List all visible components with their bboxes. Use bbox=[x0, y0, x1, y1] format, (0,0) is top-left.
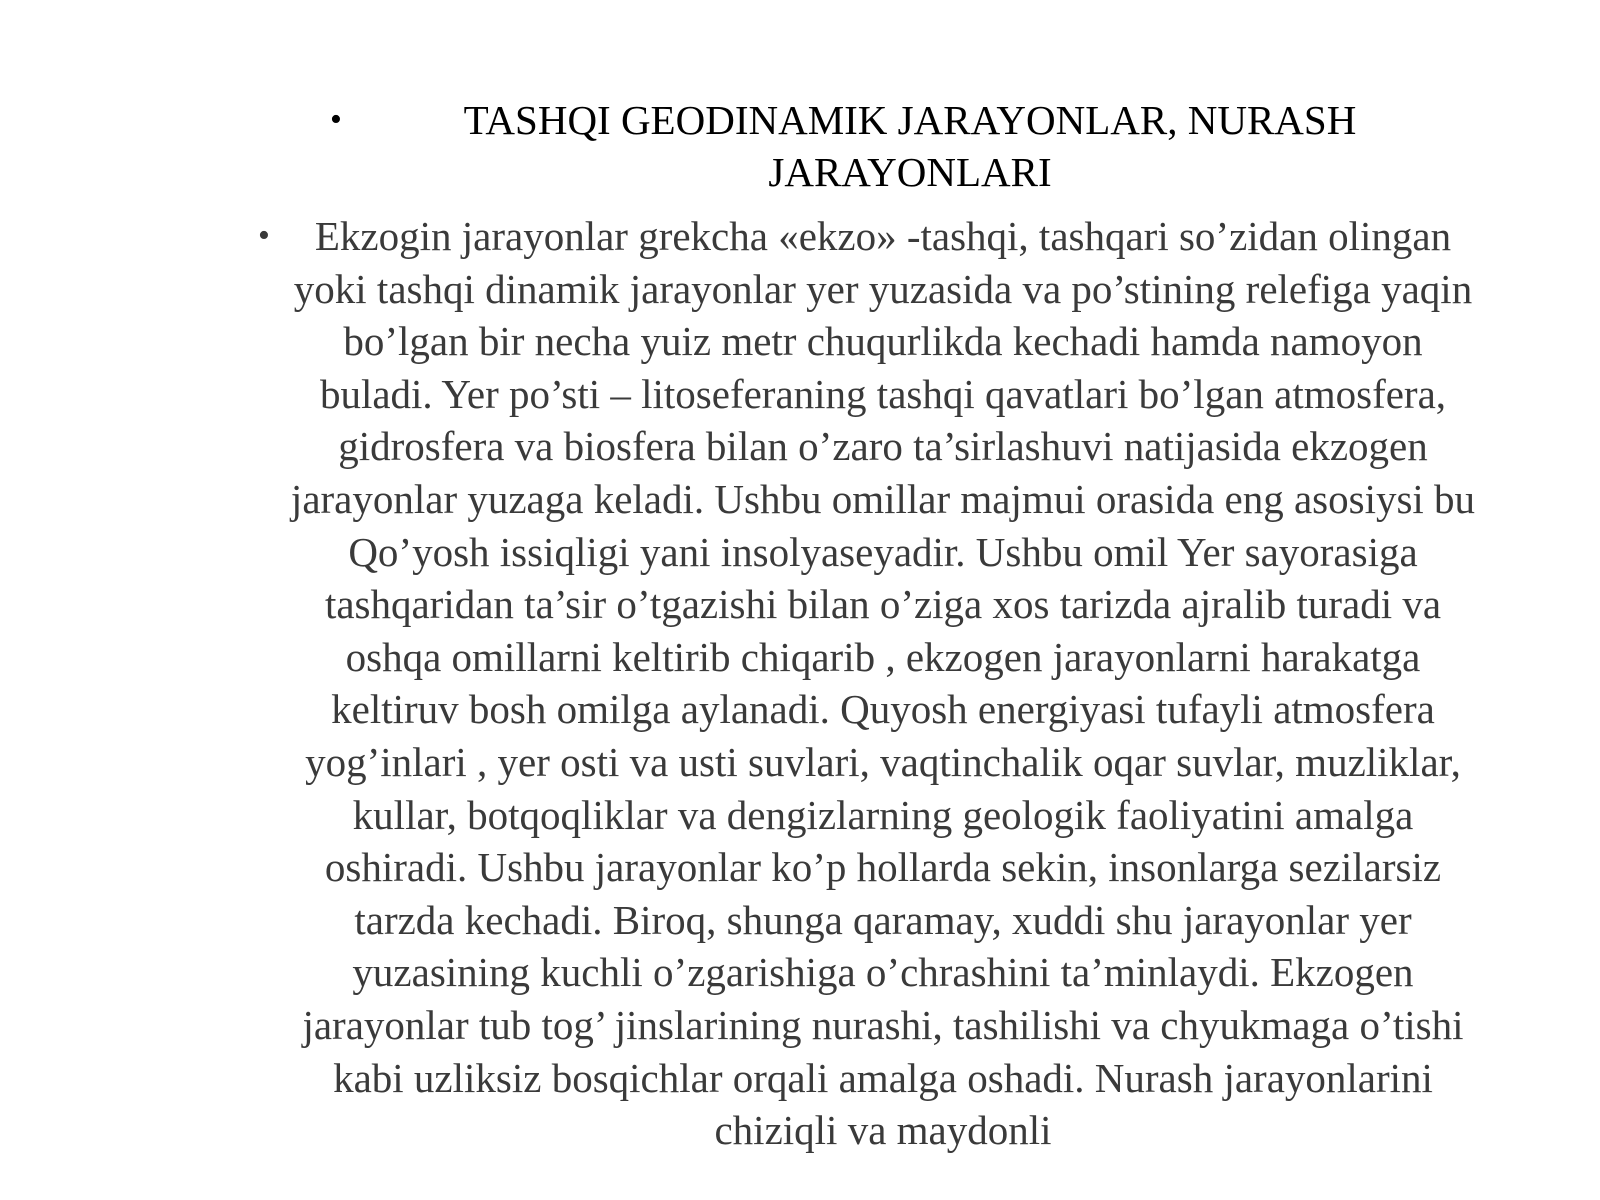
slide-body-text: Ekzogin jarayonlar grekcha «ekzo» -tashqi, tashqari so’zidan olingan yoki tashqi dinamik jarayonlar yer yuzasida va po’stining relefiga yaqin bo’lgan bir necha yuiz metr chuqurlikda kechadi hamda namoyon buladi. Yer po’sti – litoseferaning tashqi qavatlari bo’lgan atmosfera, gidrosfera va biosfera bilan o’zaro ta’sirlashuvi natijasida ekzogen jarayonlar yuzaga keladi. Ushbu omillar majmui orasida eng asosiysi bu Qo’yosh issiqligi yani insolyaseyadir. Ushbu omil Yer sayorasiga tashqaridan ta’sir o’tgazishi bilan o’ziga xos tarizda ajralib turadi va oshqa omillarni keltirib chiqarib , ekzogen jarayonlarni harakatga keltiruv bosh omilga aylanadi. Quyosh energiyasi tufayli atmosfera yog’inlari , yer osti va usti suvlari, vaqtinchalik oqar suvlar, muzliklar, kullar, botqoqliklar va dengizlarning geologik faoliyatini amalga oshiradi. Ushbu jarayonlar ko’p hollarda sekin, insonlarga sezilarsiz tarzda kechadi. Biroq, shunga qaramay, xuddi shu jarayonlar yer yuzasining kuchli o’zgarishiga o’chrashini ta’minlaydi. Ekzogen jarayonlar tub tog’ jinslarining nurashi, tashilishi va chyukmaga o’tishi kabi uzliksiz bosqichlar orqali amalga oshadi. Nurash jarayonlarini chiziqli va maydonli bbox=[290, 213, 1476, 1154]
slide-title: TASHQI GEODINAMIK JARAYONLAR, NURASH JARAYONLARI bbox=[463, 97, 1357, 195]
bullet-dot-icon: • bbox=[330, 101, 342, 138]
bullet-dot-icon: • bbox=[258, 217, 270, 254]
slide-title-bullet bbox=[330, 94, 1450, 198]
slide-body-bullet bbox=[258, 210, 1478, 1157]
